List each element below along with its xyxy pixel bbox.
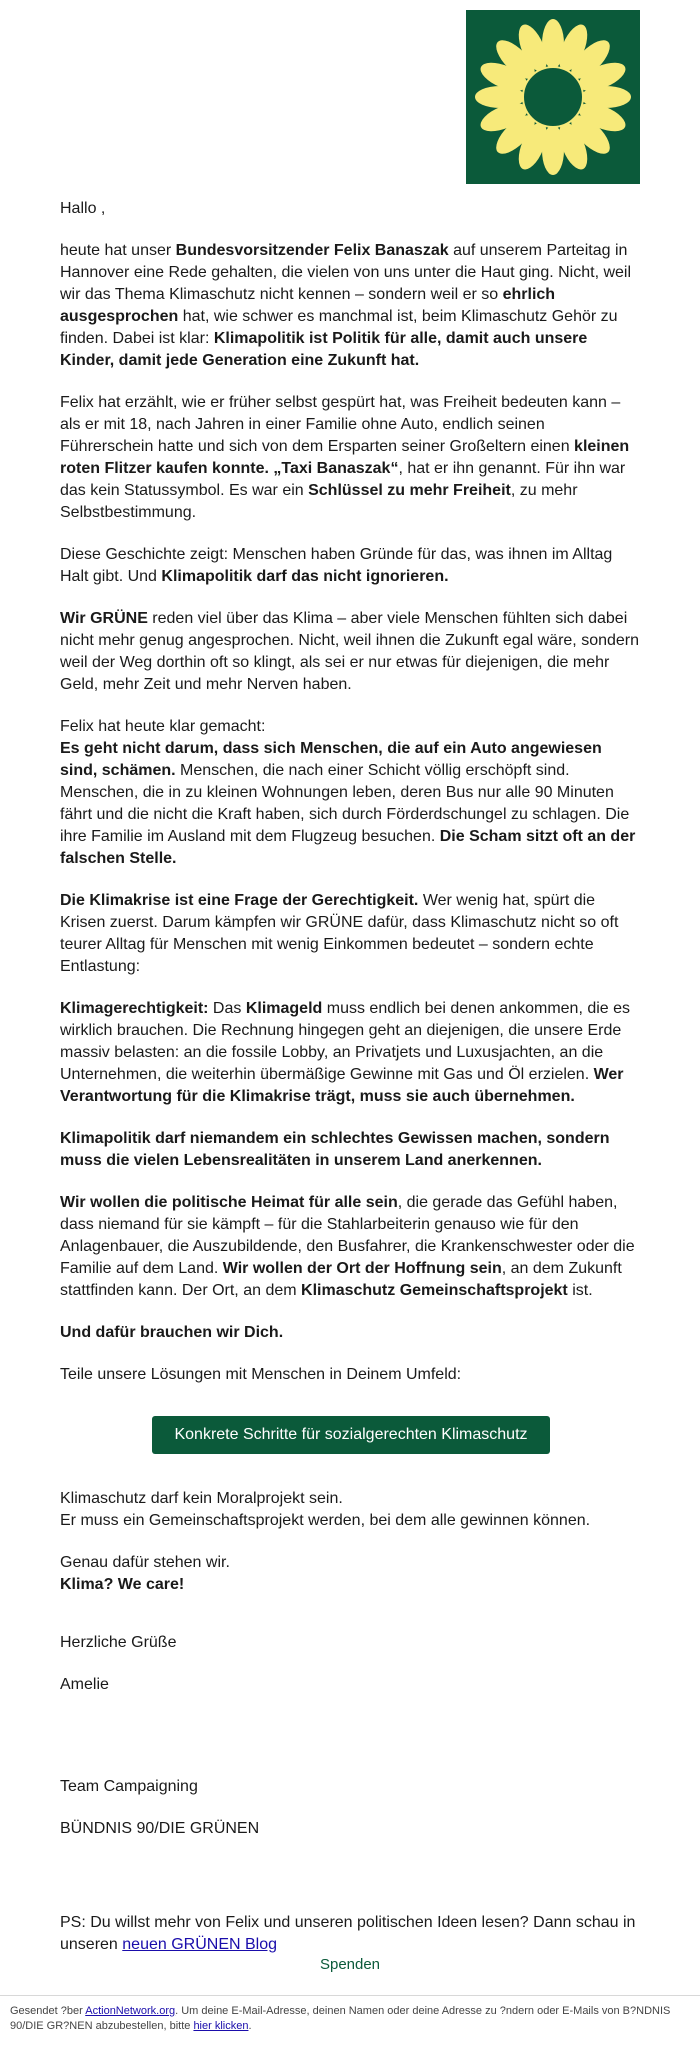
- paragraph-home: Wir wollen die politische Heimat für alle sein, die gerade das Gefühl haben, dass niemand für sie kämpft – für die Stahlarbeiterin genauso wie für den Anlagenbauer, die Auszubildende, den Busfahrer, die Krankenschwester oder die Familie auf dem Land. Wir wollen der Ort der Hoffnung sein, an dem Zukunft stattfinden kann. Der Ort, an dem Klimaschutz Gemeinschaftsprojekt ist.: [60, 1194, 635, 1299]
- footer-divider: [0, 1995, 700, 1996]
- sunflower-icon: [466, 10, 640, 184]
- paragraph-shame: Felix hat heute klar gemacht: Es geht nicht darum, dass sich Menschen, die auf ein Auto angewiesen sind, schämen. Menschen, die nach einer Schicht völlig erschöpft sind. Menschen, die in zu kleinen Wohnungen leben, deren Bus nur alle 90 Minuten fährt und die nicht die Kraft haben, sich durch Förderdschungel zu schlagen. Die ihre Familie im Ausland mit dem Flugzeug besuchen. Die Scham sitzt oft an der falschen Stelle.: [60, 718, 636, 867]
- org-name: BÜNDNIS 90/DIE GRÜNEN: [60, 1820, 260, 1837]
- paragraph-share: Teile unsere Lösungen mit Menschen in Deinem Umfeld:: [60, 1366, 462, 1383]
- paragraph-reasons: Diese Geschichte zeigt: Menschen haben Gründe für das, was ihnen im Alltag Halt gibt. Und Klimapolitik darf das nicht ignorieren.: [60, 546, 613, 585]
- actionnetwork-link[interactable]: ActionNetwork.org: [85, 2005, 176, 2017]
- postscript: PS: Du willst mehr von Felix und unseren politischen Ideen lesen? Dann schau in unseren neuen GRÜNEN Blog: [60, 1914, 636, 1953]
- greeting: Hallo ,: [60, 200, 106, 217]
- paragraph-need-you: Und dafür brauchen wir Dich.: [60, 1324, 284, 1341]
- paragraph-we-care: Genau dafür stehen wir. Klima? We care!: [60, 1554, 230, 1593]
- unsubscribe-link[interactable]: hier klicken: [193, 2020, 249, 2032]
- paragraph-community: Klimaschutz darf kein Moralprojekt sein. Er muss ein Gemeinschaftsprojekt werden, bei dem alle gewinnen können.: [60, 1490, 591, 1529]
- team-name: Team Campaigning: [60, 1778, 198, 1795]
- paragraph-story: Felix hat erzählt, wie er früher selbst gespürt hat, was Freiheit bedeuten kann – als er mit 18, nach Jahren in einer Familie ohne Auto, endlich seinen Führerschein hatte und sich von dem Ersparten seiner Großeltern einen kleinen roten Flitzer kaufen konnte. „Taxi Banaszak“, hat er ihn genannt. Für ihn war das kein Statussymbol. Es war ein Schlüssel zu mehr Freiheit, zu mehr Selbstbestimmung.: [60, 394, 630, 521]
- cta-container: [60, 1416, 642, 1454]
- donate-link[interactable]: Spenden: [319, 1956, 381, 1973]
- email-body: [60, 198, 642, 1976]
- paragraph-greens: Wir GRÜNE reden viel über das Klima – aber viele Menschen fühlten sich dabei nicht mehr genug angesprochen. Nicht, weil ihnen die Zukunft egal wäre, sondern weil der Weg dorthin oft so klingt, als sei er nur etwas für diejenigen, die mehr Geld, mehr Zeit und mehr Nerven haben.: [60, 610, 640, 693]
- paragraph-no-guilt: Klimapolitik darf niemandem ein schlechtes Gewissen machen, sondern muss die vielen Lebensrealitäten in unserem Land anerkennen.: [60, 1130, 610, 1169]
- blog-link[interactable]: neuen GRÜNEN Blog: [122, 1936, 278, 1953]
- footer: Gesendet ?ber ActionNetwork.org. Um deine E-Mail-Adresse, deinen Namen oder deine Adresse zu ?ndern oder E-Mails von B?NDNIS 90/DIE GR?NEN abzubestellen, bitte hier klicken.: [10, 2005, 671, 2032]
- closing: Herzliche Grüße: [60, 1634, 177, 1651]
- paragraph-justice: Die Klimakrise ist eine Frage der Gerechtigkeit. Wer wenig hat, spürt die Krisen zuerst. Darum kämpfen wir GRÜNE dafür, dass Klimaschutz nicht so oft teurer Alltag für Menschen mit wenig Einkommen bedeutet – sondern echte Entlastung:: [60, 892, 619, 975]
- paragraph-intro: heute hat unser Bundesvorsitzender Felix Banaszak auf unserem Parteitag in Hannover eine Rede gehalten, die vielen von uns unter die Haut ging. Nicht, weil wir das Thema Klimaschutz nicht kennen – sondern weil er so ehrlich ausgesprochen hat, wie schwer es manchmal ist, beim Klimaschutz Gehör zu finden. Dabei ist klar: Klimapolitik ist Politik für alle, damit auch unsere Kinder, damit jede Generation eine Zukunft hat.: [60, 242, 632, 369]
- paragraph-climate-justice: Klimagerechtigkeit: Das Klimageld muss endlich bei denen ankommen, die es wirklich brauchen. Die Rechnung hingegen geht an diejenigen, die unsere Erde massiv belasten: an die fossile Lobby, an Privatjets und Luxusjachten, an die Unternehmen, die weiterhin übermäßige Gewinne mit Gas und Öl erzielen. Wer Verantwortung für die Klimakrise trägt, muss sie auch übernehmen.: [60, 1000, 631, 1105]
- signature: Amelie: [60, 1676, 109, 1693]
- sunflower-logo: [466, 10, 640, 184]
- cta-button[interactable]: Konkrete Schritte für sozialgerechten Klimaschutz: [152, 1416, 549, 1454]
